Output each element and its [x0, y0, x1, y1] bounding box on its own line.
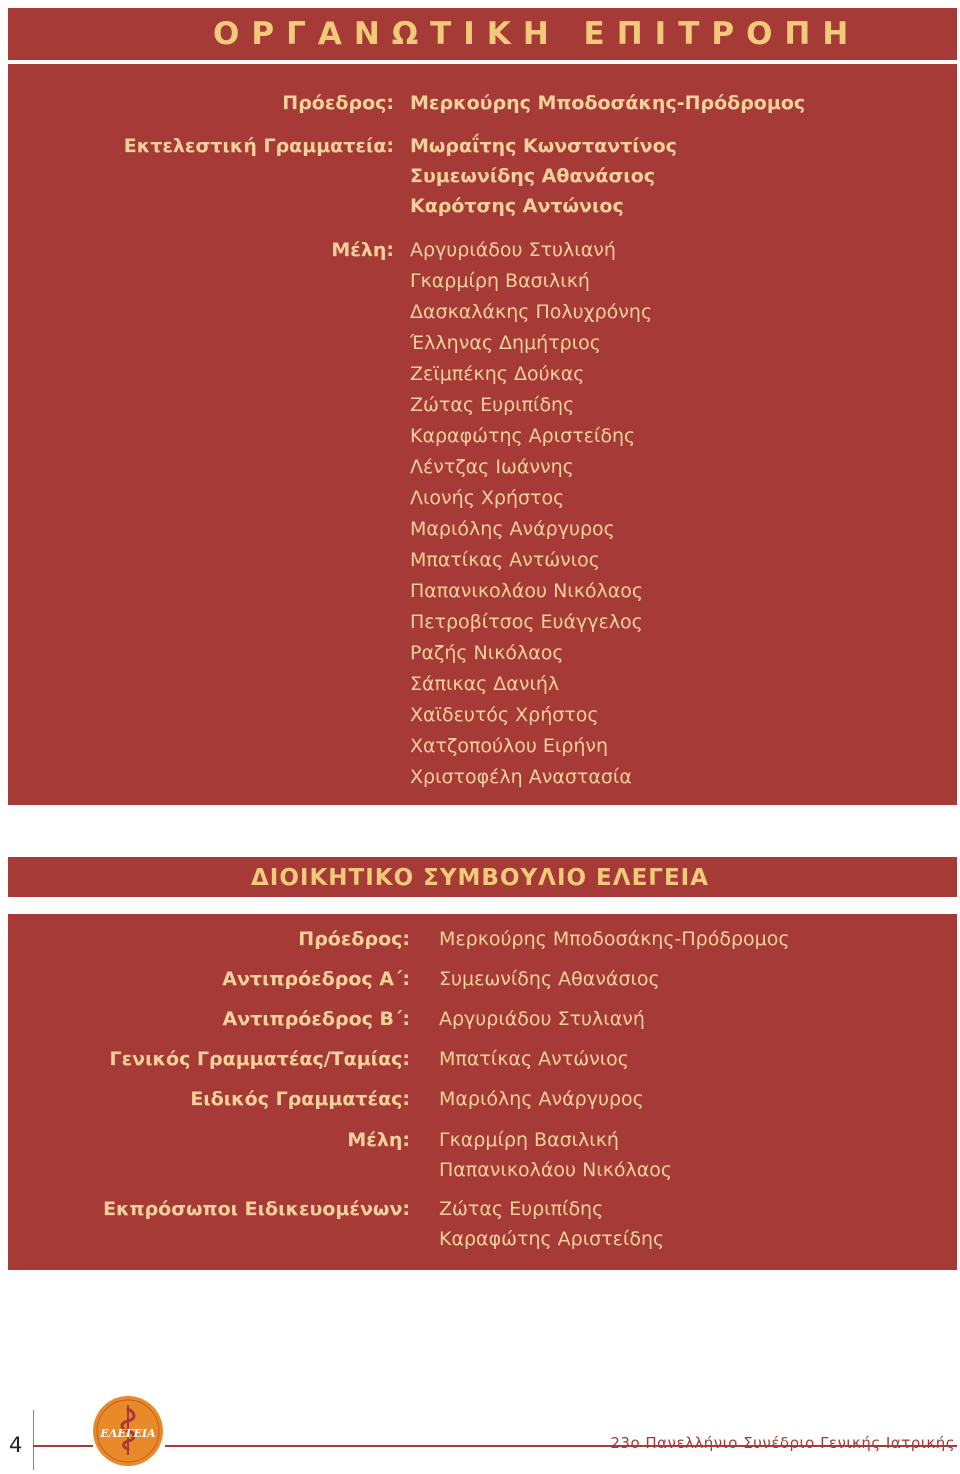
- board-row-label: Εκπρόσωποι Ειδικευομένων:: [103, 1198, 410, 1220]
- secretariat-member: Μωραΐτης Κωνσταντίνος: [410, 135, 677, 157]
- elegeia-logo-icon: [92, 1395, 164, 1467]
- member-item: Πετροβίτσος Ευάγγελος: [410, 611, 643, 633]
- board-member: Συμεωνίδης Αθανάσιος: [439, 968, 660, 990]
- member-item: Αργυριάδου Στυλιανή: [410, 239, 616, 261]
- board-row-label: Ειδικός Γραμματέας:: [190, 1088, 410, 1110]
- footer-rule: [33, 1445, 93, 1447]
- board-row-value: [439, 1194, 664, 1254]
- member-item: Λέντζας Ιωάννης: [410, 456, 574, 478]
- board-row-value: [439, 924, 790, 954]
- page-number: 4: [9, 1433, 23, 1457]
- board-member: Αργυριάδου Στυλιανή: [439, 1008, 645, 1030]
- board-member: Μπατίκας Αντώνιος: [439, 1048, 629, 1070]
- member-item: Γκαρμίρη Βασιλική: [410, 270, 590, 292]
- page-title: ΟΡΓΑΝΩΤΙΚΗ ΕΠΙΤΡΟΠΗ: [213, 16, 861, 52]
- board-row-label: Αντιπρόεδρος Α΄:: [222, 968, 410, 990]
- member-item: Χατζοπούλου Ειρήνη: [410, 735, 609, 757]
- board-row-value: [439, 964, 660, 994]
- member-item: Μπατίκας Αντώνιος: [410, 549, 600, 571]
- member-item: Χριστοφέλη Αναστασία: [410, 766, 632, 788]
- board-member: Μαριόλης Ανάργυρος: [439, 1088, 644, 1110]
- svg-text:ΕΛΕΓΕΙΑ: ΕΛΕΓΕΙΑ: [100, 1427, 156, 1440]
- page-margin-rule: [33, 1410, 34, 1470]
- member-item: Μαριόλης Ανάργυρος: [410, 518, 615, 540]
- member-item: Παπανικολάου Νικόλαος: [410, 580, 644, 602]
- secretariat-label: Εκτελεστική Γραμματεία:: [123, 135, 394, 157]
- board-member: Καραφώτης Αριστείδης: [439, 1228, 665, 1250]
- members-label: Μέλη:: [331, 239, 394, 261]
- board-member: Ζώτας Ευριπίδης: [439, 1198, 604, 1220]
- member-item: Λιονής Χρήστος: [410, 487, 565, 509]
- member-item: Σάπικας Δανιήλ: [410, 673, 560, 695]
- board-member: Μερκούρης Μποδοσάκης-Πρόδρομος: [439, 928, 790, 950]
- member-item: Ραζής Νικόλαος: [410, 642, 564, 664]
- board-row-value: [439, 1044, 629, 1074]
- board-row-label: Πρόεδρος:: [298, 928, 410, 950]
- board-row-label: Μέλη:: [347, 1129, 410, 1151]
- member-item: Έλληνας Δημήτριος: [410, 332, 601, 354]
- board-title: ΔΙΟΙΚΗΤΙΚΟ ΣΥΜΒΟΥΛΙΟ ΕΛΕΓΕΙΑ: [250, 865, 710, 891]
- member-item: Δασκαλάκης Πολυχρόνης: [410, 301, 653, 323]
- member-item: Ζώτας Ευριπίδης: [410, 394, 575, 416]
- secretariat-list: [410, 131, 677, 221]
- members-list: [410, 235, 652, 793]
- board-member: Παπανικολάου Νικόλαος: [439, 1159, 673, 1181]
- conference-name: 23ο Πανελλήνιο Συνέδριο Γενικής Ιατρικής: [610, 1434, 955, 1452]
- board-row-value: [439, 1125, 672, 1185]
- member-item: Καραφώτης Αριστείδης: [410, 425, 636, 447]
- board-row-value: [439, 1084, 644, 1114]
- secretariat-member: Συμεωνίδης Αθανάσιος: [410, 165, 656, 187]
- secretariat-member: Καρότσης Αντώνιος: [410, 195, 624, 217]
- board-row-label: Αντιπρόεδρος Β΄:: [222, 1008, 410, 1030]
- member-item: Ζεϊμπέκης Δούκας: [410, 363, 585, 385]
- president-label: Πρόεδρος:: [282, 92, 394, 114]
- president-name: Μερκούρης Μποδοσάκης-Πρόδρομος: [410, 92, 806, 114]
- board-row-label: Γενικός Γραμματέας/Ταμίας:: [109, 1048, 410, 1070]
- member-item: Χαϊδευτός Χρήστος: [410, 704, 599, 726]
- board-member: Γκαρμίρη Βασιλική: [439, 1129, 619, 1151]
- board-row-value: [439, 1004, 645, 1034]
